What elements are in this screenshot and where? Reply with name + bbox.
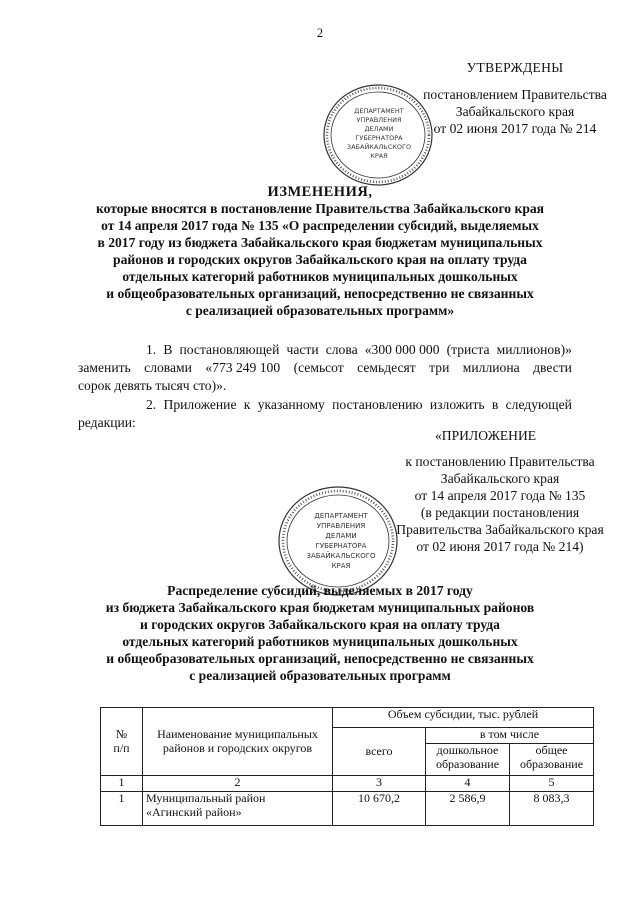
header-text: № [115,726,128,741]
subsidy-table [100,707,594,826]
column-number: 5 [510,776,594,792]
annex-title: «ПРИЛОЖЕНИЕ [435,428,537,443]
word: к [243,397,251,412]
annex-line: (в редакции постановления [420,505,580,520]
word: семьдесят [357,360,416,375]
distribution-title-line: и общеобразовательных организаций, непосредственно не связанных [106,651,534,666]
table-row [101,792,594,826]
header-cell-total: всего [333,728,426,776]
word: в [491,397,499,412]
word: словами [144,360,192,375]
row-total: 10 670,2 [333,792,426,826]
changes-title-line: районов и городских округов Забайкальского края на оплату труда [113,252,527,267]
paragraph-1 [78,342,572,396]
stamp-text: ДЕЛАМИ [325,532,357,540]
column-number: 4 [426,776,510,792]
approval-heading: УТВЕРЖДЕНЫ [466,60,564,75]
header-cell-number [101,708,143,776]
changes-heading: ИЗМЕНЕНИЯ, [267,184,373,200]
word: слова [325,342,358,357]
header-cell-preschool [426,744,510,776]
header-text: п/п [113,740,130,755]
header-cell-general [510,744,594,776]
distribution-title-line: Распределение субсидий, выделяемых в 2017 году [167,583,473,598]
changes-title [60,184,580,320]
distribution-title-line: с реализацией образовательных программ [189,668,451,683]
header-text: образование [519,756,584,771]
stamp-text: ЗАБАЙКАЛЬСКОГО [346,143,412,151]
row-name-text: «Агинский район» [146,804,242,819]
word: двести [533,360,572,375]
stamp-text: ГУБЕРНАТОРА [355,134,403,142]
approval-line: постановлением Правительства [423,87,607,102]
distribution-title-line: и городских округов Забайкальского края на оплату труда [140,617,500,632]
page-number: 2 [316,26,324,40]
header-text: Наименование муниципальных [157,726,318,741]
word: 2. [146,397,157,412]
header-cell-name [143,708,333,776]
stamp-seal-icon [277,485,399,597]
word: В [163,342,173,357]
word: миллионов)» [496,342,572,357]
approval-line: от 02 июня 2017 года № 214 [433,121,597,136]
stamp-text: УПРАВЛЕНИЯ [316,522,366,530]
header-text: районов и городских округов [162,740,313,755]
row-number: 1 [101,792,143,826]
stamp-text: ЗАБАЙКАЛЬСКОГО [306,552,376,560]
word: постановляющей [179,342,280,357]
department-stamp-bottom [277,485,399,597]
word: заменить [78,360,131,375]
stamp-seal-icon [322,83,434,187]
column-number: 3 [333,776,426,792]
row-preschool: 2 586,9 [426,792,510,826]
row-name-text: Муниципальный район [146,791,266,805]
distribution-title-line: из бюджета Забайкальского края бюджетам муниципальных районов [105,600,535,615]
paragraph-1-line [78,360,572,378]
row-general: 8 083,3 [510,792,594,826]
changes-title-line: и общеобразовательных организаций, непосредственно не связанных [106,286,534,301]
approval-line: Забайкальского края [455,104,575,119]
changes-title-line: в 2017 году из бюджета Забайкальского края бюджетам муниципальных [97,235,543,250]
word: «300 000 000 [364,342,440,357]
changes-title-line: отдельных категорий работников муниципальных дошкольных [122,269,518,284]
header-text: дошкольное [436,743,499,757]
row-name [143,792,333,826]
annex-line: от 14 апреля 2017 года № 135 [414,488,586,503]
paragraph-2-line: редакции: [78,415,136,430]
word: 1. [146,342,157,357]
annex-line: к постановлению Правительства [405,454,595,469]
word: постановлению [332,397,423,412]
distribution-title [60,583,580,685]
header-cell-volume: Объем субсидии, тыс. рублей [333,708,594,728]
stamp-text: ГУБЕРНАТОРА [315,542,367,550]
annex-line: от 02 июня 2017 года № 214) [416,539,584,554]
word: (семьсот [293,360,344,375]
word: миллиона [462,360,520,375]
stamp-text: КРАЯ [370,152,388,160]
word: три [429,360,450,375]
word: указанному [257,397,325,412]
stamp-text: ДЕПАРТАМЕНТ [354,107,404,115]
word: (триста [446,342,490,357]
stamp-text: ДЕПАРТАМЕНТ [314,512,368,520]
header-text: общее [535,743,568,757]
word: части [286,342,319,357]
paragraph-1-line: сорок девять тысяч сто)». [78,378,227,393]
changes-title-line: которые вносятся в постановление Правительства Забайкальского края [95,201,545,216]
paragraph-1-line [78,342,572,360]
stamp-text: УПРАВЛЕНИЯ [356,116,402,124]
approval-block [410,60,620,138]
word: следующей [505,397,572,412]
distribution-title-line: отдельных категорий работников муниципальных дошкольных [122,634,518,649]
annex-line: Правительства Забайкальского края [396,522,604,537]
header-text: образование [435,756,500,771]
header-cell-including: в том числе [426,728,594,744]
annex-line: Забайкальского края [440,471,560,486]
paragraph-2-line [78,397,572,415]
department-stamp-top [322,83,434,187]
stamp-text: КРАЯ [331,562,351,570]
column-number: 2 [143,776,333,792]
column-number-row [101,776,594,792]
column-number: 1 [101,776,143,792]
changes-title-line: с реализацией образовательных программ» [185,303,455,318]
word: изложить [429,397,485,412]
changes-title-line: от 14 апреля 2017 года № 135 «О распределении субсидий, выделяемых [101,218,539,233]
word: Приложение [163,397,237,412]
stamp-text: ДЕЛАМИ [364,125,394,133]
word: «773 249 100 [205,360,281,375]
